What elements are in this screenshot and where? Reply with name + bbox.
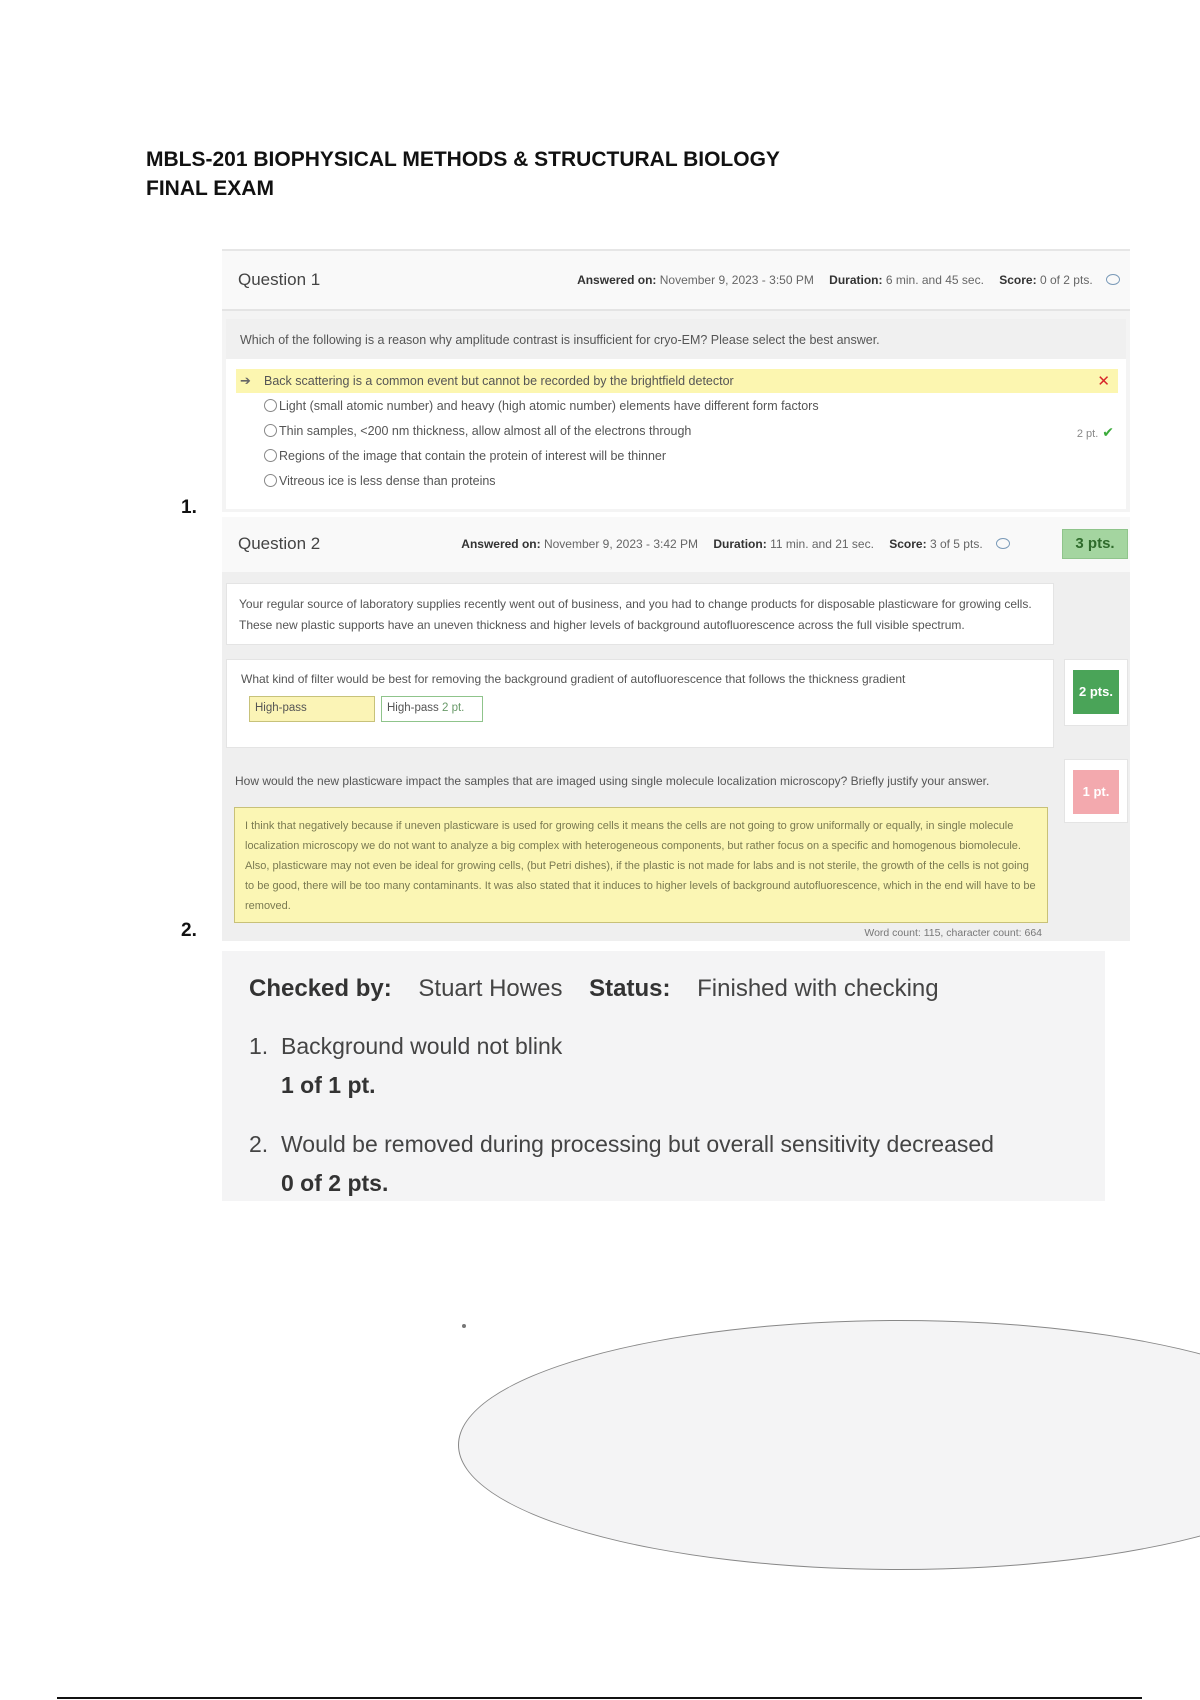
checked-by-value: Stuart Howes <box>418 975 563 1002</box>
checked-by-label: Checked by: <box>249 975 392 1002</box>
radio-icon[interactable] <box>264 474 277 487</box>
option-label: Regions of the image that contain the protein of interest will be thinner <box>279 449 667 463</box>
option[interactable] <box>236 394 1118 418</box>
question-1-body <box>226 319 1126 509</box>
question-2-card <box>222 517 1130 941</box>
sub-question-1-prompt: What kind of filter would be best for removing the background gradient of autofluorescence that follows the thickness gradient <box>241 672 906 686</box>
answered-value: November 9, 2023 - 3:50 PM <box>659 273 814 287</box>
score-value: 0 of 2 pts. <box>1039 273 1093 287</box>
status-value: Finished with checking <box>697 975 939 1002</box>
check-item <box>249 1131 994 1158</box>
comment-icon[interactable] <box>1106 274 1120 285</box>
option-label: Thin samples, <200 nm thickness, allow almost all of the electrons through <box>279 424 692 438</box>
option[interactable] <box>236 444 1118 468</box>
question-1-title: Question 1 <box>238 270 321 289</box>
correct-answer-points: 2 pt. <box>441 702 465 714</box>
question-2-number: 2. <box>181 920 197 941</box>
check-item-text: Would be removed during processing but overall sensitivity decreased <box>281 1131 994 1157</box>
option-correct[interactable] <box>236 419 1118 443</box>
score-label: Score: <box>999 273 1037 287</box>
essay-answer[interactable]: I think that negatively because if uneven plasticware is used for growing cells it means the cells are not going to grow uniformally or equally, in single molecule localization microscopy we do not want to analyze a big complex with heterogeneous components, but rather focus on a specific and homogenous biomolecule. Also, plasticware may not even be ideal for growing cells, (but Petri dishes), if the plastic is not made for labs and is not sterile, the growth of the cells is not going to be good, there will be too many contaminants. It was also stated that it induces to higher levels of background autofluorescence, which in the end will have to be removed. <box>234 807 1048 923</box>
answered-label: Answered on: <box>461 537 541 551</box>
question-2-title: Question 2 <box>238 534 321 553</box>
question-2-header <box>222 517 1130 572</box>
option[interactable] <box>236 469 1118 493</box>
check-item-points: 0 of 2 pts. <box>281 1170 389 1196</box>
question-2-meta <box>461 537 1010 551</box>
radio-checked-icon[interactable] <box>458 1320 1200 1570</box>
sub-question-1-badge: 2 pts. <box>1073 670 1119 714</box>
score-label: Score: <box>889 537 927 551</box>
question-1-meta <box>577 273 1120 287</box>
correct-answer-text: High-pass <box>387 702 439 714</box>
question-2-intro: Your regular source of laboratory supplies recently went out of business, and you had to change products for disposable plasticware for growing cells. These new plastic supports have an uneven thickness and higher levels of background autofluorescence across the full visible spectrum. <box>226 583 1054 645</box>
wrong-x-icon: ✕ <box>1097 373 1110 390</box>
correct-points <box>1077 424 1114 441</box>
check-item-text: Background would not blink <box>281 1033 563 1059</box>
duration-value: 6 min. and 45 sec. <box>885 273 984 287</box>
option-label: Back scattering is a common event but cannot be recorded by the brightfield detector <box>264 374 734 388</box>
question-1-header <box>222 251 1130 311</box>
check-item <box>249 1033 562 1060</box>
checked-by-line <box>249 975 939 1003</box>
answered-label: Answered on: <box>577 273 657 287</box>
radio-icon[interactable] <box>264 399 277 412</box>
word-count: Word count: 115, character count: 664 <box>864 927 1042 939</box>
status-label: Status: <box>589 975 671 1002</box>
radio-icon[interactable] <box>264 424 277 437</box>
sub-question-2-score <box>1064 759 1128 823</box>
question-2-score-badge: 3 pts. <box>1062 529 1128 559</box>
option-label: Vitreous ice is less dense than proteins <box>279 474 496 488</box>
duration-label: Duration: <box>829 273 883 287</box>
question-1-number: 1. <box>181 497 197 518</box>
correct-points-text: 2 pt. <box>1076 428 1099 440</box>
sub-question-2-prompt: How would the new plasticware impact the samples that are imaged using single molecule localization microscopy? Briefly justify your answer. <box>235 774 990 788</box>
title-line-2: FINAL EXAM <box>146 177 274 200</box>
document-title <box>146 145 780 203</box>
check-item-points: 1 of 1 pt. <box>281 1072 376 1098</box>
sub-question-2-badge: 1 pt. <box>1073 770 1119 814</box>
correct-answer-box <box>381 696 483 722</box>
duration-value: 11 min. and 21 sec. <box>770 537 874 551</box>
radio-icon[interactable] <box>264 449 277 462</box>
answered-value: November 9, 2023 - 3:42 PM <box>543 537 699 551</box>
given-answer-field[interactable]: High-pass <box>249 696 375 722</box>
checking-panel <box>222 951 1105 1201</box>
option-label: Light (small atomic number) and heavy (high atomic number) elements have different form factors <box>279 399 819 413</box>
option-selected[interactable] <box>236 369 1118 393</box>
title-line-1: MBLS-201 BIOPHYSICAL METHODS & STRUCTURAL BIOLOGY <box>146 148 780 171</box>
comment-icon[interactable] <box>996 538 1010 549</box>
duration-label: Duration: <box>713 537 767 551</box>
check-item-number: 2. <box>249 1131 269 1157</box>
sub-question-1-score <box>1064 659 1128 726</box>
checkmark-icon: ✔ <box>1102 424 1114 440</box>
sub-question-1 <box>226 659 1054 748</box>
arrow-right-icon: ➔ <box>240 373 251 388</box>
score-value: 3 of 5 pts. <box>929 537 983 551</box>
question-1-prompt: Which of the following is a reason why amplitude contrast is insufficient for cryo-EM? Please select the best answer. <box>226 319 1126 359</box>
footer-rule <box>57 1697 1142 1699</box>
check-item-number: 1. <box>249 1033 269 1059</box>
question-1-card <box>222 249 1130 512</box>
